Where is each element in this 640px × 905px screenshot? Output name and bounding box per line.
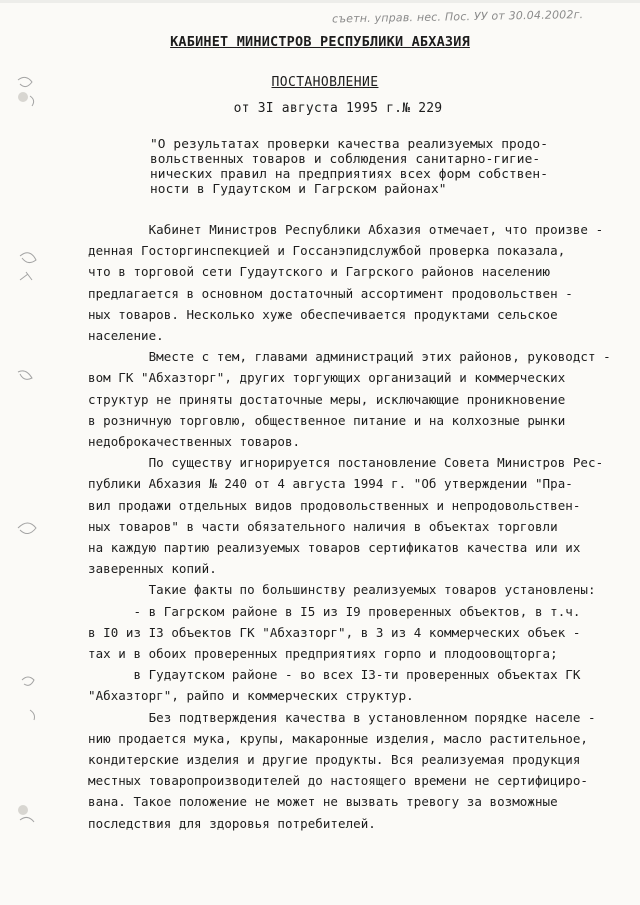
- document-body: [88, 219, 611, 834]
- body-line: структур не приняты достаточные меры, исключающие проникновение: [88, 391, 566, 407]
- body-line: заверенных копий.: [88, 561, 217, 577]
- body-line: ных товаров. Несколько хуже обеспечивается продуктами сельское: [88, 306, 558, 322]
- paper-edge: [0, 0, 640, 3]
- body-line: "Абхазторг", райпо и коммерческих структур.: [88, 688, 414, 704]
- document-date: от 3I августа 1995 г.№ 229: [233, 101, 443, 116]
- punch-hole: [18, 805, 28, 815]
- body-line: недоброкачественных товаров.: [88, 434, 301, 450]
- body-line: население.: [88, 328, 164, 344]
- document-type: ПОСТАНОВЛЕНИЕ: [271, 75, 379, 90]
- title-line: ности в Гудаутском и Гагрском районах": [150, 182, 447, 197]
- body-line: в I0 из I3 объектов ГК "Абхазторг", в 3 из 4 коммерческих объек -: [88, 624, 581, 640]
- title-line: вольственных товаров и соблюдения санитарно-гигие-: [150, 152, 541, 167]
- body-line: По существу игнорируется постановление Совета Министров Рес-: [88, 455, 604, 471]
- body-line: Вместе с тем, главами администраций этих районов, руководст -: [88, 349, 611, 365]
- body-line: в Гудаутском районе - во всех I3-ти проверенных объектах ГК: [88, 667, 581, 683]
- body-line: Такие факты по большинству реализуемых товаров установлены:: [88, 582, 596, 598]
- body-line: кондитерские изделия и другие продукты. Вся реализуемая продукция: [88, 752, 581, 768]
- body-line: в розничную торговлю, общественное питание и на колхозные рынки: [88, 412, 566, 428]
- body-line: нию продается мука, крупы, макаронные изделия, масло растительное,: [88, 730, 588, 746]
- document-title: [150, 137, 570, 197]
- body-line: последствия для здоровья потребителей.: [88, 815, 376, 831]
- margin-scribbles: [8, 60, 52, 860]
- body-line: вана. Такое положение не может не вызвать тревогу за возможные: [88, 794, 558, 810]
- title-line: нических правил на предприятиях всех форм собствен-: [150, 167, 549, 182]
- body-line: денная Гостоpгинспекцией и Госсанэпидслужбой проверка показала,: [88, 243, 566, 259]
- body-line: Кабинет Министров Республики Абхазия отмечает, что произве -: [88, 222, 604, 237]
- handwritten-annotation: съетн. управ. нес. Пос. УУ от 30.04.2002г.: [331, 8, 584, 26]
- body-line: предлагается в основном достаточный ассортимент продовольствен -: [88, 285, 573, 301]
- organization-title: КАБИНЕТ МИНИСТРОВ РЕСПУБЛИКИ АБХАЗИЯ: [170, 34, 470, 50]
- body-line: вил продажи отдельных видов продовольственных и непродовольствен-: [88, 497, 581, 513]
- body-line: - в Гагрском районе в I5 из I9 проверенных объектов, в т.ч.: [88, 603, 581, 619]
- body-line: местных товаропроизводителей до настоящего времени не сертифициро-: [88, 773, 588, 789]
- body-line: что в торговой сети Гудаутского и Гагрского районов населению: [88, 264, 551, 280]
- body-line: ных товаров" в части обязательного наличия в объектах торговли: [88, 518, 558, 534]
- title-line: "О результатах проверки качества реализуемых продо-: [150, 137, 549, 152]
- body-line: тах и в обоих проверенных предприятиях горпо и плодоовощторга;: [88, 646, 558, 662]
- punch-hole: [18, 92, 28, 102]
- body-line: публики Абхазия № 240 от 4 августа 1994 г. "Об утверждении "Пра-: [88, 476, 573, 492]
- body-line: на каждую партию реализуемых товаров сертификатов качества или их: [88, 540, 581, 556]
- body-line: Без подтверждения качества в установленном порядке населе -: [88, 709, 596, 725]
- body-line: вом ГК "Абхазторг", других торгующих организаций и коммерческих: [88, 370, 566, 386]
